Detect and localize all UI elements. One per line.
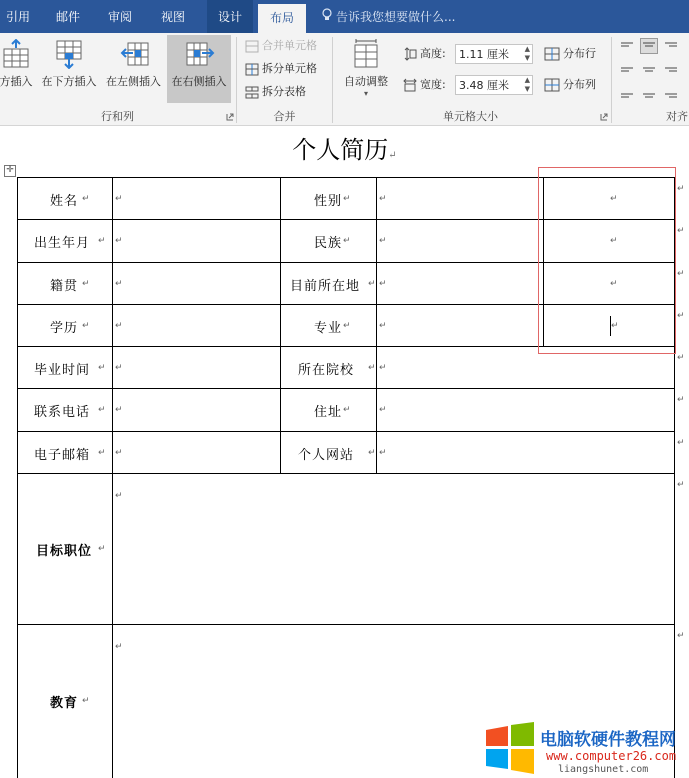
- chevron-down-icon: ▾: [363, 89, 368, 98]
- label-gender: 性别: [314, 194, 343, 209]
- end-of-cell-mark: ↵: [98, 544, 106, 554]
- label-name: 姓名: [50, 194, 79, 209]
- end-of-row-mark: ↵: [677, 353, 685, 363]
- watermark-logo: [484, 722, 689, 778]
- label-education-level: 学历: [50, 321, 79, 336]
- end-of-row-mark: ↵: [677, 480, 685, 490]
- tab-review[interactable]: 审阅: [107, 10, 132, 24]
- distribute-cols-label: 分布列: [563, 78, 596, 91]
- end-of-cell-mark: ↵: [343, 321, 351, 331]
- paragraph-mark: ↵: [388, 150, 397, 161]
- end-of-cell-mark: ↵: [98, 448, 106, 458]
- end-of-cell-mark: ↵: [82, 279, 90, 289]
- split-table-label: 拆分表格: [262, 85, 306, 98]
- group-label-cell-size: 单元格大小: [443, 110, 498, 123]
- empty-cell-mark[interactable]: ↵: [610, 236, 618, 246]
- empty-cell-mark[interactable]: ↵: [115, 491, 123, 501]
- label-graduation-date: 毕业时间: [34, 363, 91, 378]
- label-major: 专业: [314, 321, 343, 336]
- label-birth-date: 出生年月: [34, 236, 91, 251]
- document-title-text: 个人简历: [292, 136, 389, 164]
- end-of-cell-mark: ↵: [82, 194, 90, 204]
- empty-cell-mark[interactable]: ↵: [610, 279, 618, 289]
- end-of-cell-mark: ↵: [368, 279, 376, 289]
- label-college: 所在院校: [298, 363, 355, 378]
- empty-cell-mark[interactable]: ↵: [115, 194, 123, 204]
- empty-cell-mark[interactable]: ↵: [379, 236, 387, 246]
- end-of-cell-mark: ↵: [98, 236, 106, 246]
- row-height-value: 1.11 厘米: [459, 48, 509, 61]
- empty-cell-mark[interactable]: ↵: [379, 405, 387, 415]
- label-current-location: 目前所在地: [290, 279, 361, 294]
- col-width-label: 宽度:: [420, 78, 446, 91]
- tab-table-design[interactable]: 设计: [207, 0, 253, 33]
- empty-cell-mark[interactable]: ↵: [115, 236, 123, 246]
- highlight-annotation-box: [538, 167, 676, 354]
- tab-mailings[interactable]: 邮件: [55, 10, 80, 24]
- end-of-row-mark: ↵: [677, 184, 685, 194]
- empty-cell-mark[interactable]: ↵: [379, 448, 387, 458]
- label-website: 个人网站: [298, 448, 355, 463]
- distribute-rows-label: 分布行: [563, 47, 596, 60]
- end-of-cell-mark: ↵: [82, 696, 90, 706]
- end-of-row-mark: ↵: [677, 226, 685, 236]
- empty-cell-mark[interactable]: ↵: [115, 321, 123, 331]
- tab-table-layout[interactable]: 布局: [258, 4, 306, 33]
- spinner-arrows-icon[interactable]: ▲ ▼: [524, 45, 530, 62]
- insert-left-label: 在左侧插入: [106, 75, 161, 88]
- group-label-alignment: 对齐: [666, 110, 688, 123]
- group-label-merge: 合并: [273, 110, 296, 123]
- empty-cell-mark[interactable]: ↵: [379, 194, 387, 204]
- group-label-rows-cols: 行和列: [101, 110, 134, 123]
- empty-cell-mark[interactable]: ↵: [115, 405, 123, 415]
- insert-right-label: 在右侧插入: [171, 75, 227, 88]
- tab-view[interactable]: 视图: [160, 10, 185, 24]
- autofit-label: 自动调整: [344, 75, 388, 88]
- empty-cell-mark[interactable]: ↵: [115, 363, 123, 373]
- tell-me-placeholder: 告诉我您想要做什么...: [336, 10, 456, 24]
- end-of-cell-mark: ↵: [343, 236, 351, 246]
- end-of-row-mark: ↵: [677, 269, 685, 279]
- empty-cell-mark[interactable]: ↵: [379, 279, 387, 289]
- label-target-position: 目标职位: [36, 544, 93, 559]
- end-of-row-mark: ↵: [677, 311, 685, 321]
- end-of-cell-mark: ↵: [368, 448, 376, 458]
- watermark-title: 电脑软硬件教程网: [540, 730, 676, 750]
- empty-cell-mark[interactable]: ↵: [610, 194, 618, 204]
- empty-cell-mark[interactable]: ↵: [115, 448, 123, 458]
- label-education: 教育: [50, 696, 79, 711]
- split-cells-label: 拆分单元格: [262, 62, 317, 75]
- label-ethnicity: 民族: [314, 236, 343, 251]
- end-of-cell-mark: ↵: [343, 405, 351, 415]
- end-of-row-mark: ↵: [677, 395, 685, 405]
- end-of-cell-mark: ↵: [343, 194, 351, 204]
- row-height-label: 高度:: [420, 47, 446, 60]
- end-of-cell-mark: ↵: [368, 363, 376, 373]
- watermark-url-secondary: liangshunet.com: [558, 764, 649, 775]
- label-address: 住址: [314, 405, 343, 420]
- end-of-cell-mark: ↵: [98, 363, 106, 373]
- empty-cell-mark[interactable]: ↵: [115, 279, 123, 289]
- label-native-place: 籍贯: [50, 279, 79, 294]
- empty-cell-mark[interactable]: ↵: [379, 321, 387, 331]
- col-width-value: 3.48 厘米: [459, 79, 509, 92]
- empty-cell-mark[interactable]: ↵: [379, 363, 387, 373]
- empty-cell-mark[interactable]: ↵: [611, 321, 619, 331]
- merge-cells-label: 合并单元格: [262, 39, 317, 52]
- end-of-row-mark: ↵: [677, 438, 685, 448]
- empty-cell-mark[interactable]: ↵: [115, 642, 123, 652]
- label-phone: 联系电话: [34, 405, 91, 420]
- end-of-row-mark: ↵: [677, 631, 685, 641]
- watermark-url: www.computer26.com: [546, 749, 677, 763]
- label-email: 电子邮箱: [34, 448, 91, 463]
- windows-logo-icon: [484, 722, 536, 774]
- spinner-arrows-icon[interactable]: ▲ ▼: [524, 76, 530, 93]
- insert-above-label: 方插入: [0, 75, 33, 88]
- end-of-cell-mark: ↵: [98, 405, 106, 415]
- end-of-cell-mark: ↵: [82, 321, 90, 331]
- text-cursor: [610, 316, 611, 336]
- table-move-handle-icon[interactable]: ✛: [4, 165, 16, 177]
- tab-references[interactable]: 引用: [5, 10, 30, 24]
- insert-below-label: 在下方插入: [41, 75, 97, 88]
